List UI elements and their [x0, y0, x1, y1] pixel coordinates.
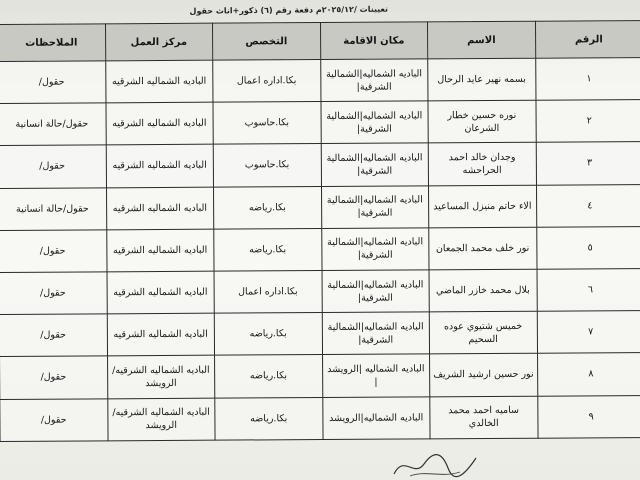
table-row: [0, 58, 640, 104]
table-row: [0, 184, 640, 230]
cell-work-center: الباديه الشماليه الشرقيه: [107, 313, 215, 356]
cell-notes: حقول/حالة انسانية: [0, 187, 106, 230]
cell-name: نور حسين ارشيد الشريف: [430, 354, 538, 397]
cell-no: ٧: [537, 311, 640, 354]
cell-work-center: الباديه الشماليه الشرقيه: [106, 229, 214, 272]
cell-specialty: بكا.حاسوب: [213, 144, 321, 187]
cell-name: بسمه نهير عايد الرحال: [428, 58, 536, 101]
cell-work-center: الباديه الشماليه الشرقيه: [106, 145, 214, 188]
table-row: [0, 353, 640, 399]
cell-no: ٦: [537, 268, 640, 311]
header-work-center: مركز العمل: [105, 23, 213, 61]
header-specialty: التخصص: [212, 23, 320, 61]
table-row: [0, 100, 640, 146]
cell-specialty: بكا.اداره اعمال: [213, 60, 321, 103]
table-row: [0, 311, 640, 357]
cell-notes: حقول/: [0, 356, 107, 399]
cell-notes: حقول/: [0, 398, 108, 441]
cell-name: الاء حاتم منيزل المساعيد: [428, 185, 536, 228]
cell-residence: الباديه الشماليه|الشمالية الشرقية|: [321, 143, 429, 186]
cell-work-center: الباديه الشماليه الشرقيه: [106, 187, 214, 230]
cell-notes: حقول/: [0, 61, 105, 104]
cell-notes: حقول/حالة انسانية: [0, 103, 106, 146]
cell-notes: حقول/: [0, 314, 107, 357]
cell-residence: الباديه الشماليه|الشمالية الشرقية|: [322, 270, 430, 313]
table-row: [0, 226, 640, 272]
cell-residence: الباديه الشماليه|الشمالية الشرقية|: [322, 312, 430, 355]
cell-residence: الباديه الشماليه|الشمالية الشرقية|: [320, 59, 428, 102]
table-row: [0, 142, 640, 188]
cell-name: وجدان خالد احمد الحراحشه: [428, 143, 536, 186]
cell-specialty: بكا.رياضه: [213, 186, 321, 229]
table-row: [0, 395, 640, 441]
cell-notes: حقول/: [0, 272, 107, 315]
cell-specialty: بكا.رياضه: [215, 397, 323, 440]
header-residence: مكان الاقامة: [320, 22, 428, 60]
cell-no: ٥: [536, 226, 640, 269]
cell-no: ١: [535, 58, 640, 101]
document-title: تعيينات /٢٠٢٥/١٢م دفعة رقم (٦) ذكور+اناث حقول: [189, 4, 389, 16]
cell-work-center: الباديه الشماليه الشرقيه/الرويشد: [107, 355, 215, 398]
header-name: الاسم: [427, 21, 535, 59]
table-row: [0, 268, 640, 314]
cell-name: خميس شتيوي عوده السحيم: [429, 311, 537, 354]
handwritten-signature: [390, 448, 480, 480]
header-row: [0, 21, 640, 62]
cell-name: نور خلف محمد الجمعان: [429, 227, 537, 270]
cell-residence: الباديه الشماليه|الشمالية الشرقية|: [321, 228, 429, 271]
cell-specialty: بكا.حاسوب: [213, 102, 321, 145]
cell-specialty: بكا.رياضه: [215, 355, 323, 398]
cell-name: بلال محمد خازر الماضي: [429, 269, 537, 312]
cell-no: ٢: [535, 100, 640, 143]
table-body: [0, 58, 640, 442]
cell-work-center: الباديه الشماليه الشرقيه/الرويشد: [107, 398, 215, 441]
cell-work-center: الباديه الشماليه الشرقيه: [105, 60, 213, 103]
cell-no: ٤: [536, 184, 640, 227]
cell-name: نوره حسين خطار الشرعان: [428, 100, 536, 143]
appointments-table: [0, 20, 640, 442]
cell-name: ساميه احمد محمد الخالدي: [430, 396, 538, 439]
cell-specialty: بكا.رياضه: [214, 313, 322, 356]
cell-residence: الباديه الشماليه|الشمالية الشرقية|: [320, 101, 428, 144]
cell-no: ٩: [537, 395, 640, 438]
cell-specialty: بكا.رياضه: [214, 228, 322, 271]
cell-work-center: الباديه الشماليه الشرقيه: [105, 102, 213, 145]
cell-work-center: الباديه الشماليه الشرقيه: [107, 271, 215, 314]
cell-notes: حقول/: [0, 230, 107, 273]
cell-notes: حقول/: [0, 145, 106, 188]
cell-no: ٣: [536, 142, 640, 185]
cell-residence: الباديه الشماليه|الشمالية الشرقية|: [321, 185, 429, 228]
cell-residence: الباديه الشماليه |الرويشد |: [322, 354, 430, 397]
header-notes: الملاحظات: [0, 24, 105, 62]
cell-residence: الباديه الشماليه|الرويشد: [322, 396, 430, 439]
cell-specialty: بكا.اداره اعمال: [214, 270, 322, 313]
cell-no: ٨: [537, 353, 640, 396]
table-header: [0, 21, 640, 62]
header-no: الرقم: [535, 21, 640, 59]
